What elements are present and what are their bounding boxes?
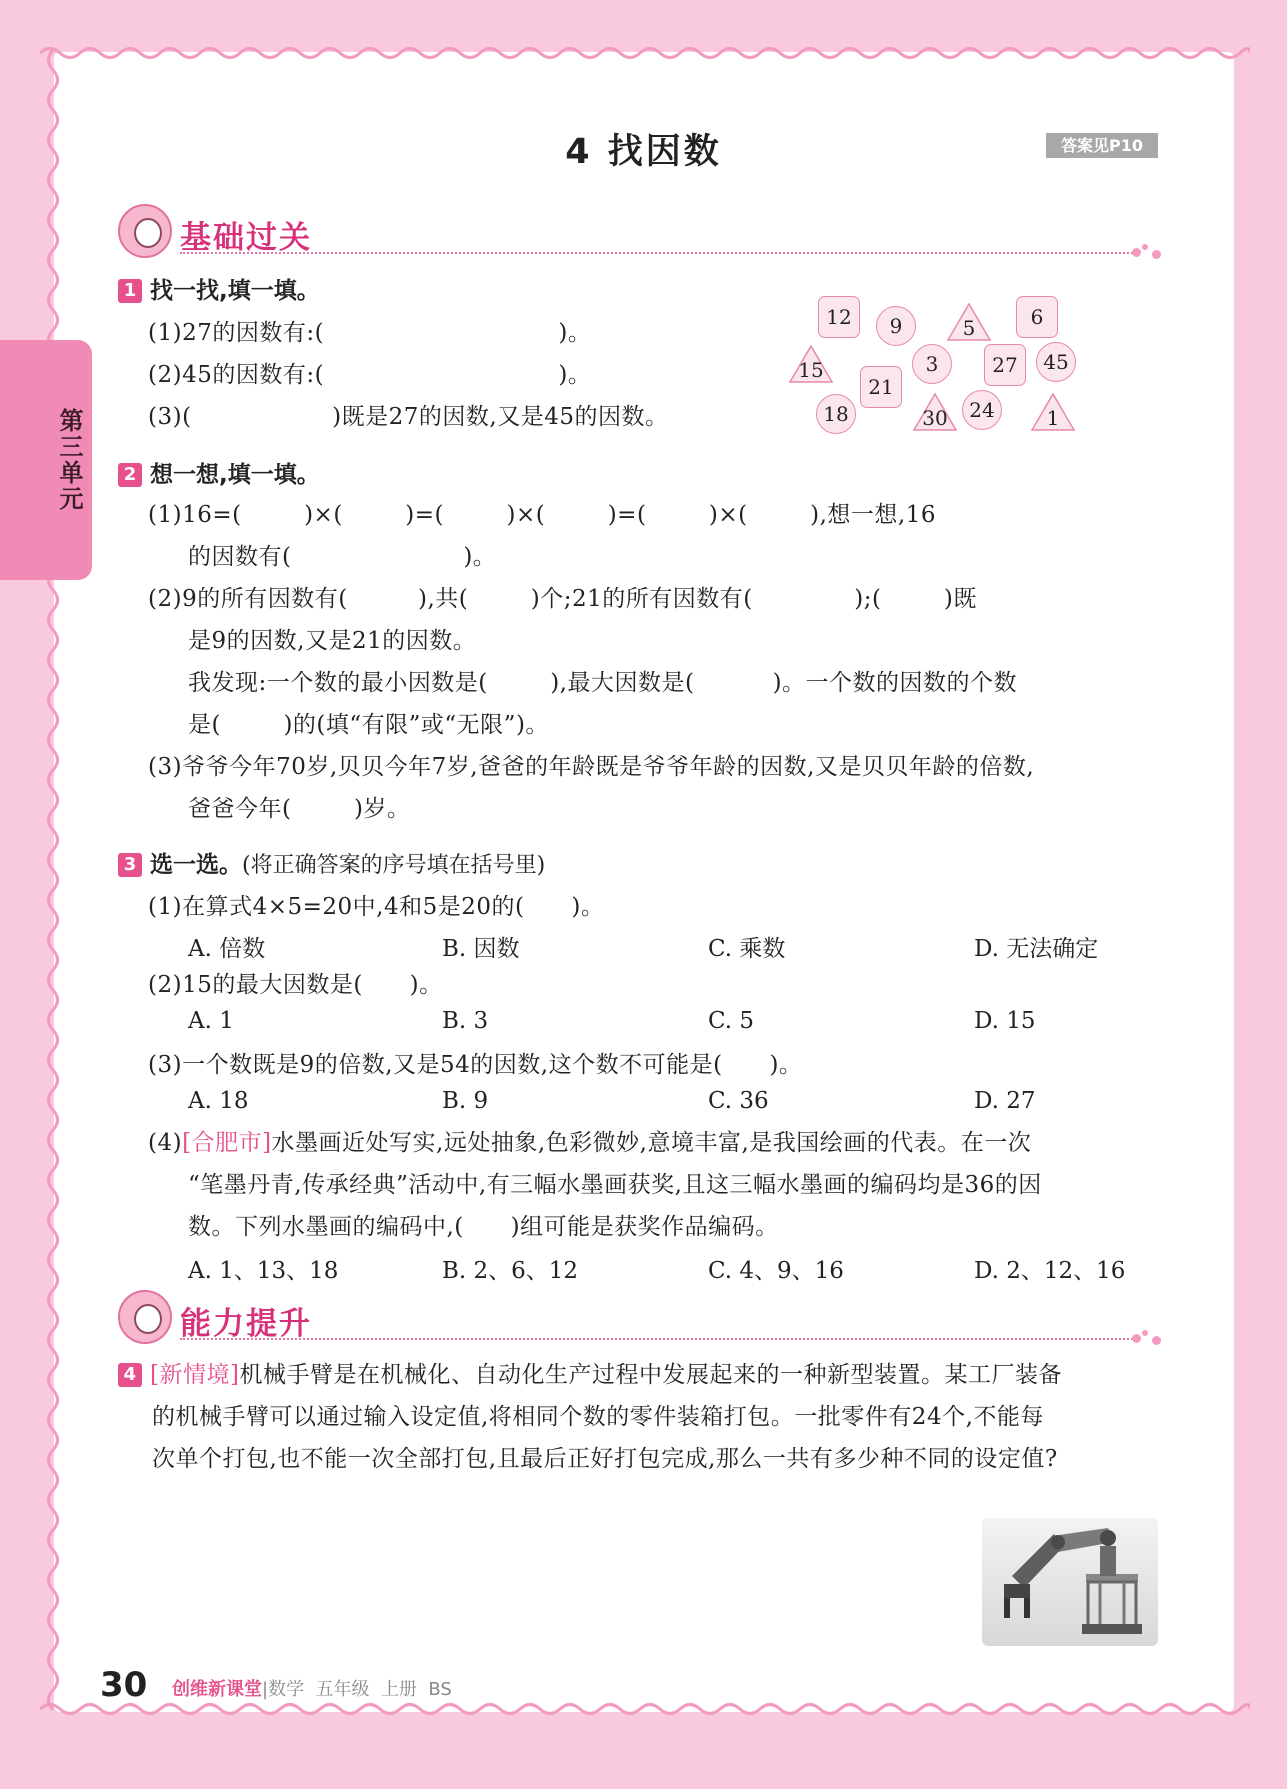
q1-line-3: (3)( )既是27的因数,又是45的因数。 (148, 404, 669, 430)
q3-item-3-option-b: B. 9 (442, 1088, 489, 1114)
q3-item-4-option-c: C. 4、9、16 (708, 1258, 844, 1284)
scenario-tag: [新情境] (150, 1362, 240, 1388)
question-number: 1 (118, 279, 142, 303)
q2-line-6: 是( )的(填“有限”或“无限”)。 (188, 712, 549, 738)
question-1-heading (118, 272, 320, 305)
q3-item-2-option-b: B. 3 (442, 1008, 489, 1034)
question-4-line-3: 次单个打包,也不能一次全部打包,且最后正好打包完成,那么一共有多少种不同的设定值? (152, 1446, 1058, 1472)
q3-item-4-prefix: (4) (148, 1130, 183, 1156)
q2-line-1: (1)16=( )×( )=( )×( )=( )×( ),想一想,16 (148, 502, 936, 528)
q1-line-2: (2)45的因数有:( )。 (148, 362, 592, 388)
question-1-instruction: 找一找,填一填。 (150, 278, 320, 304)
q3-item-4-option-d: D. 2、12、16 (974, 1258, 1126, 1284)
q3-item-1-stem: (1)在算式4×5=20中,4和5是20的( )。 (148, 894, 605, 920)
question-3-note: (将正确答案的序号填在括号里) (242, 853, 546, 878)
number-square: 27 (984, 344, 1026, 386)
number-triangle-label: 5 (962, 316, 976, 340)
page-title: 4 找因数 (565, 132, 722, 172)
q3-item-2-option-a: A. 1 (188, 1008, 234, 1034)
q3-item-2-stem: (2)15的最大因数是( )。 (148, 972, 443, 998)
mascot-icon (118, 1290, 172, 1344)
number-circle: 3 (912, 344, 952, 384)
mascot-icon (118, 204, 172, 258)
q3-item-3-option-c: C. 36 (708, 1088, 769, 1114)
number-triangle (1030, 392, 1076, 432)
wavy-border-left (44, 50, 62, 1710)
robot-arm-icon (982, 1518, 1158, 1646)
q3-item-3-option-d: D. 27 (974, 1088, 1036, 1114)
footer-text (172, 1675, 452, 1701)
section-divider (180, 252, 1140, 254)
unit-side-tab-label: 第三单元 (55, 408, 83, 512)
q3-item-1-option-c: C. 乘数 (708, 936, 786, 962)
number-circle: 18 (816, 394, 856, 434)
q3-item-1-option-a: A. 倍数 (188, 936, 266, 962)
section-title: 基础过关 (180, 220, 312, 256)
q3-item-3-option-a: A. 18 (188, 1088, 249, 1114)
question-2-heading (118, 456, 320, 489)
section-divider (180, 1338, 1140, 1340)
section-header-advanced (118, 1290, 1158, 1346)
question-number: 3 (118, 853, 142, 877)
number-circle: 24 (962, 390, 1002, 430)
number-circle: 9 (876, 306, 916, 346)
q2-line-5: 我发现:一个数的最小因数是( ),最大因数是( )。一个数的因数的个数 (188, 670, 1018, 696)
number-triangle (788, 344, 834, 384)
decorative-dots (1132, 244, 1166, 260)
q3-item-4-stem-line-2: “笔墨丹青,传承经典”活动中,有三幅水墨画获奖,且这三幅水墨画的编码均是36的因 (188, 1172, 1042, 1198)
page-number: 30 (100, 1665, 148, 1705)
q2-line-4: 是9的因数,又是21的因数。 (188, 628, 477, 654)
q3-item-4-option-b: B. 2、6、12 (442, 1258, 579, 1284)
q3-item-4-text: 水墨画近处写实,远处抽象,色彩微妙,意境丰富,是我国绘画的代表。在一次 (271, 1130, 1032, 1156)
answer-reference-tag: 答案见P10 (1046, 133, 1158, 158)
q3-item-4-option-a: A. 1、13、18 (188, 1258, 339, 1284)
q3-item-2-option-d: D. 15 (974, 1008, 1036, 1034)
q2-line-7: (3)爷爷今年70岁,贝贝今年7岁,爸爸的年龄既是爷爷年龄的因数,又是贝贝年龄的倍数, (148, 754, 1035, 780)
question-4-line-1 (118, 1356, 1062, 1389)
q2-line-2: 的因数有( )。 (188, 544, 497, 570)
number-square: 12 (818, 296, 860, 338)
number-triangle-label: 1 (1046, 406, 1060, 430)
q3-item-4-stem-line-3: 数。下列水墨画的编码中,( )组可能是获奖作品编码。 (188, 1214, 779, 1240)
number-circle: 45 (1036, 342, 1076, 382)
wavy-border-bottom (40, 1700, 1250, 1718)
q1-line-1: (1)27的因数有:( )。 (148, 320, 592, 346)
q2-line-3: (2)9的所有因数有( ),共( )个;21的所有因数有( );( )既 (148, 586, 977, 612)
question-3-heading (118, 846, 545, 879)
question-2-instruction: 想一想,填一填。 (150, 462, 320, 488)
number-triangle (946, 302, 992, 342)
section-header-basic (118, 204, 1158, 260)
question-4-line-2: 的机械手臂可以通过输入设定值,将相同个数的零件装箱打包。一批零件有24个,不能每 (152, 1404, 1044, 1430)
number-triangle (912, 392, 958, 432)
q2-line-8: 爸爸今年( )岁。 (188, 796, 411, 822)
q3-item-2-option-c: C. 5 (708, 1008, 755, 1034)
number-square: 21 (860, 366, 902, 408)
question-number: 4 (118, 1363, 142, 1387)
region-tag: [合肥市] (182, 1130, 272, 1156)
question-number: 2 (118, 463, 142, 487)
q3-item-4-stem (148, 1124, 1031, 1157)
q3-item-3-stem: (3)一个数既是9的倍数,又是54的因数,这个数不可能是( )。 (148, 1052, 803, 1078)
wavy-border-top (40, 44, 1250, 62)
section-title: 能力提升 (180, 1306, 312, 1342)
question-4-text: 机械手臂是在机械化、自动化生产过程中发展起来的一种新型装置。某工厂装备 (239, 1362, 1062, 1388)
number-triangle-label: 30 (922, 406, 948, 430)
number-triangle-label: 15 (798, 358, 824, 382)
number-square: 6 (1016, 296, 1058, 338)
robot-arm-image (982, 1518, 1158, 1646)
question-3-instruction: 选一选。 (150, 852, 242, 878)
footer-brand: 创维新课堂 (172, 1679, 262, 1700)
footer-info: |数学 五年级 上册 BS (262, 1679, 452, 1700)
q3-item-1-option-d: D. 无法确定 (974, 936, 1099, 962)
decorative-dots (1132, 1330, 1166, 1346)
q3-item-1-option-b: B. 因数 (442, 936, 520, 962)
